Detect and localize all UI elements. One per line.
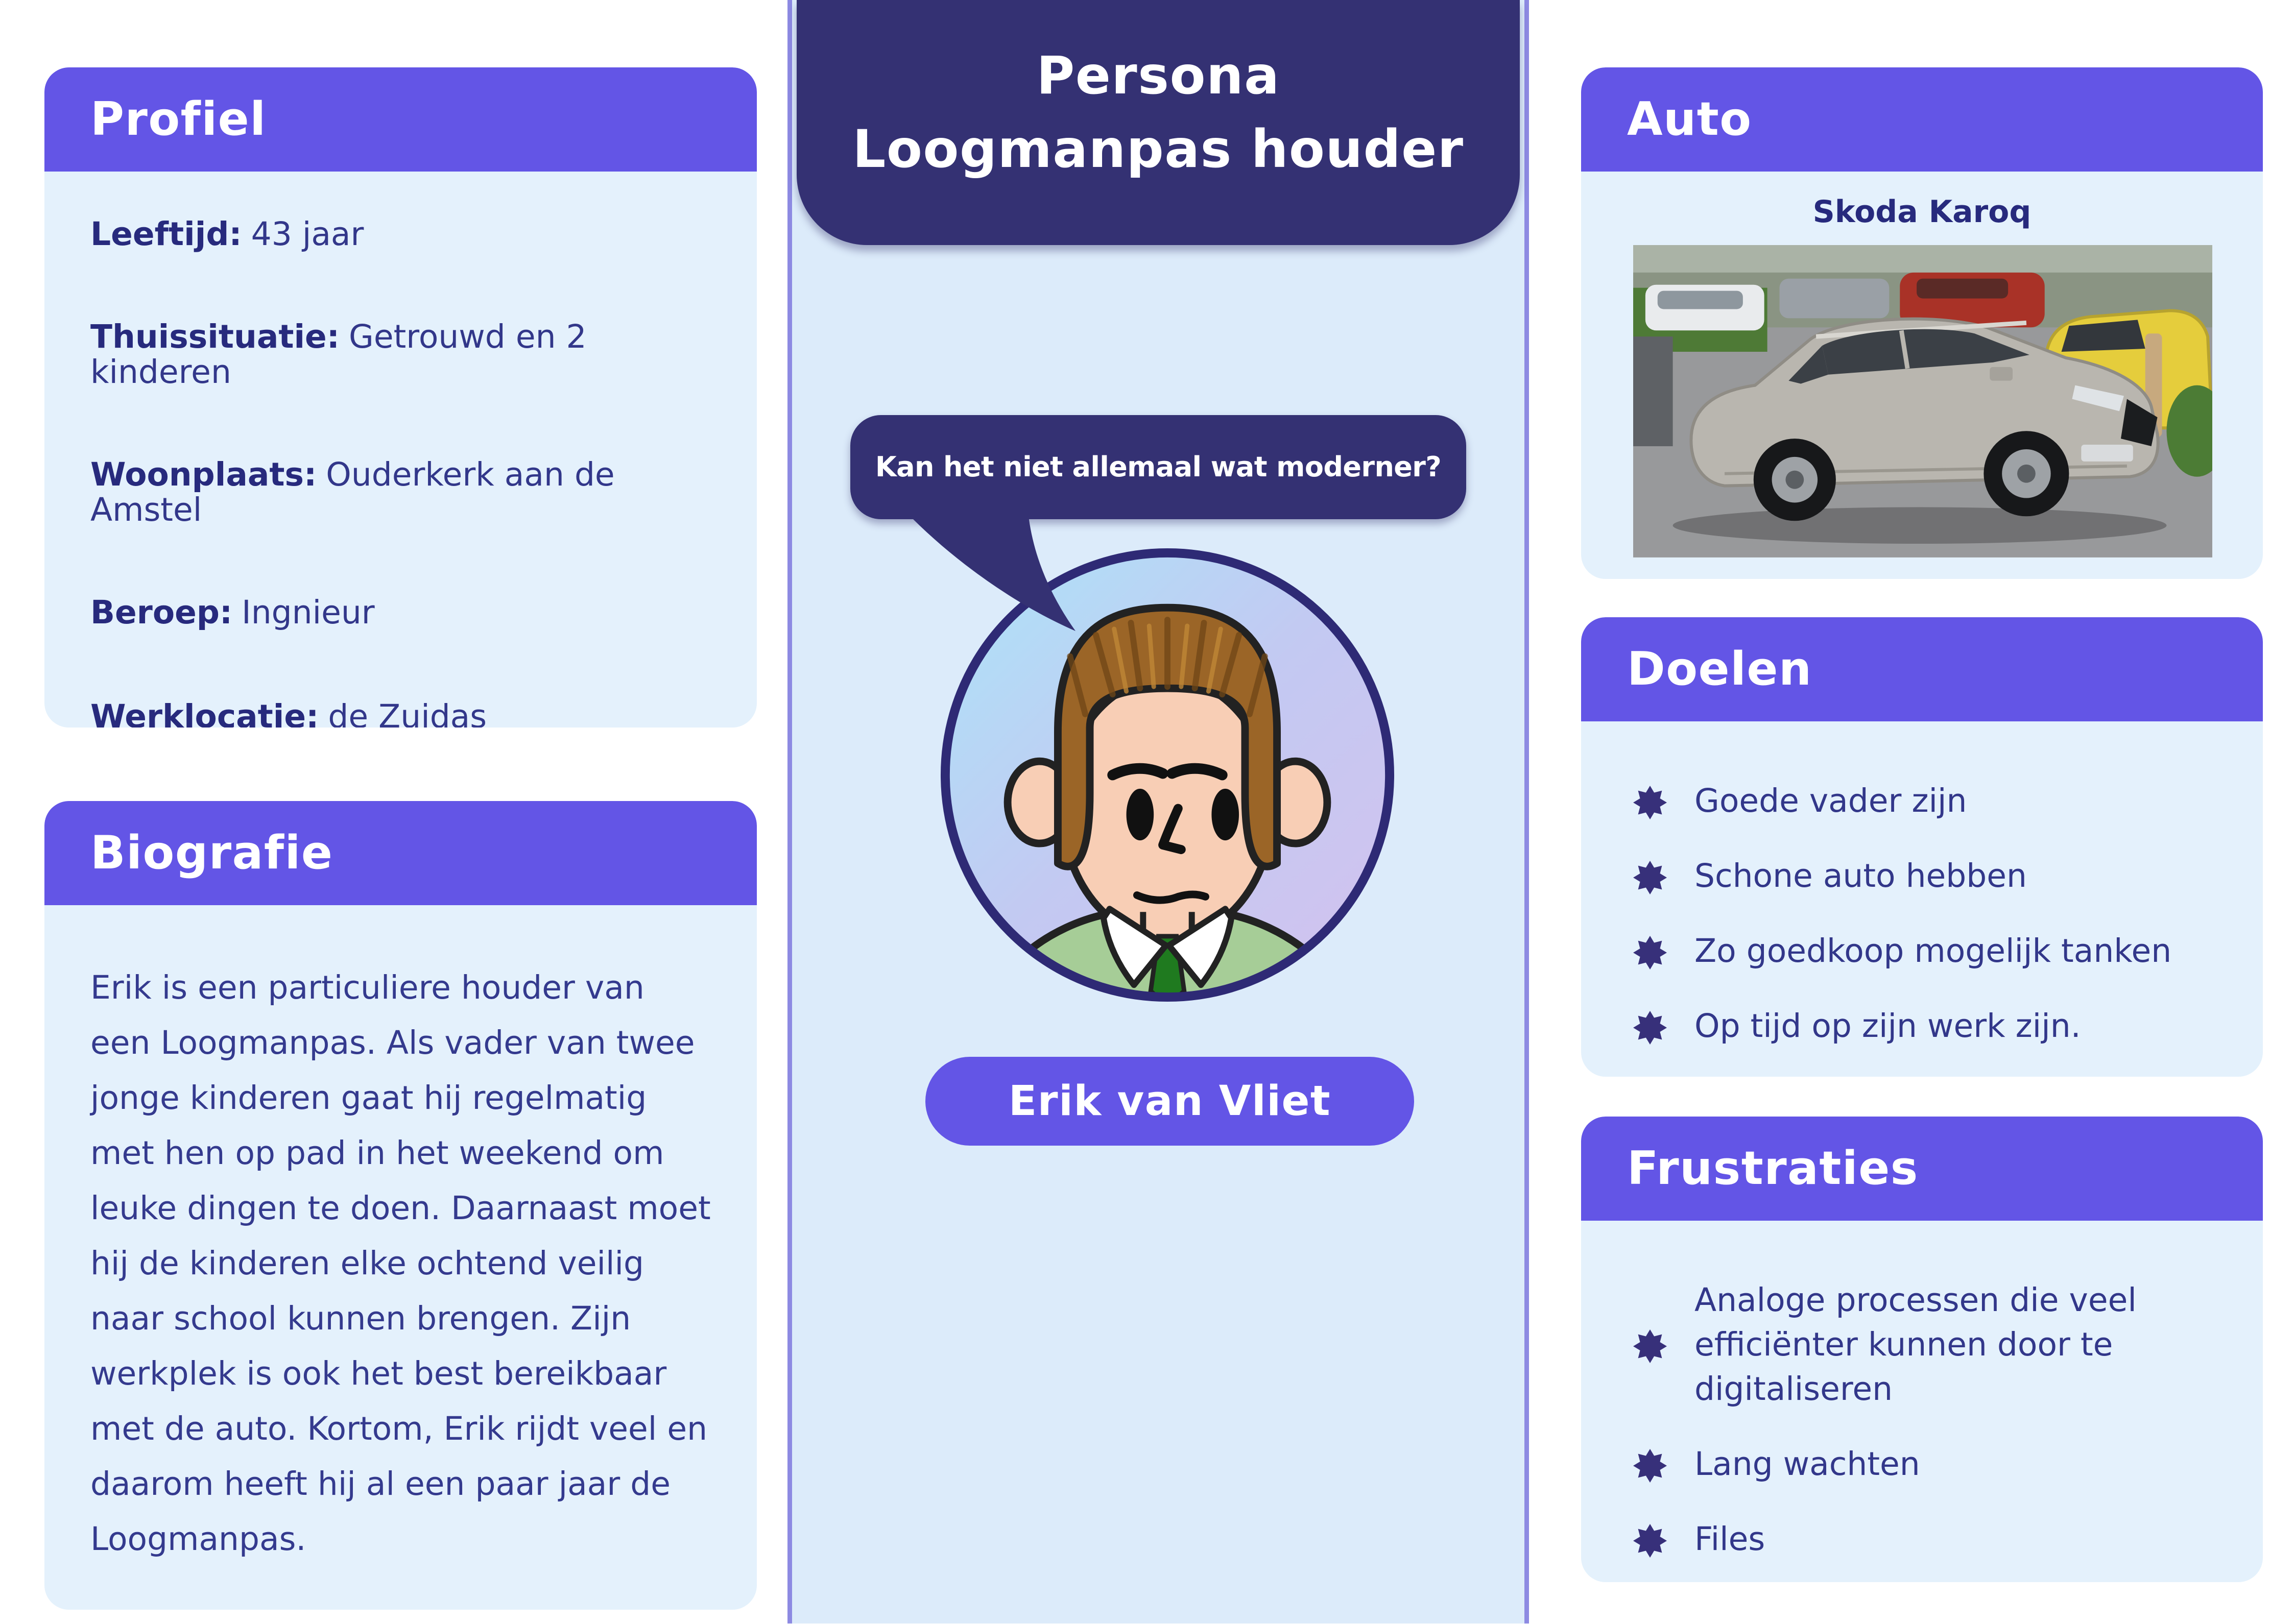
goals-card	[1581, 617, 2263, 1077]
auto-card	[1581, 67, 2263, 579]
field-value: Getrouwd en 2 kinderen	[90, 319, 587, 391]
persona-name-pill	[925, 1057, 1414, 1146]
car-model-label: Skoda Karoq	[1812, 193, 2032, 230]
goal-item-text: Zo goedkoop mogelijk tanken	[1694, 933, 2172, 969]
field-label: Beroep:	[90, 595, 233, 632]
frustration-item-text: Lang wachten	[1694, 1446, 1920, 1483]
field-label: Leeftijd:	[90, 216, 242, 253]
star-bullet-icon	[1633, 1329, 1667, 1363]
field-value: Ouderkerk aan de Amstel	[90, 456, 615, 529]
speech-bubble	[850, 415, 1466, 519]
frustration-item-text: Analoge processen die veel efficiënter kunnen door te digitaliseren	[1694, 1282, 2137, 1408]
field-label: Thuissituatie:	[90, 319, 340, 356]
profile-card-header	[44, 67, 757, 172]
speech-bubble-text: Kan het niet allemaal wat moderner?	[875, 451, 1442, 483]
frustrations-list	[1627, 1267, 2217, 1562]
goals-card-body	[1581, 721, 2263, 1077]
list-item	[1633, 1005, 2217, 1049]
center-column	[787, 0, 1529, 1624]
goal-item-text: Op tijd op zijn werk zijn.	[1694, 1008, 2081, 1045]
auto-card-title: Auto	[1627, 92, 1752, 147]
field-value: 43 jaar	[251, 216, 364, 253]
auto-card-body	[1581, 172, 2263, 558]
field-value: Ingnieur	[242, 595, 375, 632]
list-item	[1633, 930, 2217, 974]
biography-card	[44, 801, 757, 1610]
list-item	[1633, 1518, 2217, 1562]
goals-card-header	[1581, 617, 2263, 721]
field-label: Werklocatie:	[90, 697, 319, 728]
biography-card-title: Biografie	[90, 826, 333, 880]
profile-card-body	[44, 172, 757, 728]
profile-card	[44, 67, 757, 728]
frustrations-card	[1581, 1117, 2263, 1582]
biography-text: Erik is een particuliere houder van een Loogmanpas. Als vader van twee jonge kinderen gaat hij regelmatig met hen op pad in het weekend om leuke dingen te doen. Daarnaast moet hij de kinderen elke ochtend veilig naar school kunnen brengen. Zijn werkplek is ook het best bereikbaar met de auto. Kortom, Erik rijdt veel en daarom heeft hij al een paar jaar de Loogmanpas.	[90, 969, 711, 1558]
page-title-banner	[797, 0, 1520, 245]
star-bullet-icon	[1633, 1448, 1667, 1482]
star-bullet-icon	[1633, 935, 1667, 969]
profile-card-title: Profiel	[90, 92, 267, 147]
list-item	[1633, 855, 2217, 899]
frustrations-card-body	[1581, 1221, 2263, 1582]
profile-field-beroep	[90, 596, 711, 632]
persona-name: Erik van Vliet	[1008, 1077, 1331, 1125]
goal-item-text: Goede vader zijn	[1694, 783, 1967, 819]
frustrations-card-header	[1581, 1117, 2263, 1221]
biography-card-body	[44, 905, 757, 1610]
biography-card-header	[44, 801, 757, 905]
field-label: Woonplaats:	[90, 456, 317, 494]
list-item	[1633, 1279, 2217, 1412]
profile-field-leeftijd	[90, 217, 711, 253]
profile-field-werklocatie	[90, 699, 711, 728]
auto-card-header	[1581, 67, 2263, 172]
star-bullet-icon	[1633, 785, 1667, 819]
list-item	[1633, 780, 2217, 824]
car-photo	[1633, 245, 2212, 558]
frustrations-card-title: Frustraties	[1627, 1142, 1919, 1196]
field-value: de Zuidas	[328, 697, 487, 728]
page-title-line1: Persona	[1036, 46, 1280, 107]
page-title-line2: Loogmanpas houder	[852, 119, 1464, 181]
goals-card-title: Doelen	[1627, 642, 1812, 696]
profile-field-thuissituatie	[90, 320, 711, 391]
profile-field-woonplaats	[90, 458, 711, 529]
star-bullet-icon	[1633, 860, 1667, 894]
goal-item-text: Schone auto hebben	[1694, 858, 2027, 894]
frustration-item-text: Files	[1694, 1521, 1765, 1558]
star-bullet-icon	[1633, 1010, 1667, 1044]
list-item	[1633, 1443, 2217, 1487]
goals-list	[1627, 767, 2217, 1049]
speech-bubble-tail	[881, 512, 1080, 637]
star-bullet-icon	[1633, 1523, 1667, 1557]
